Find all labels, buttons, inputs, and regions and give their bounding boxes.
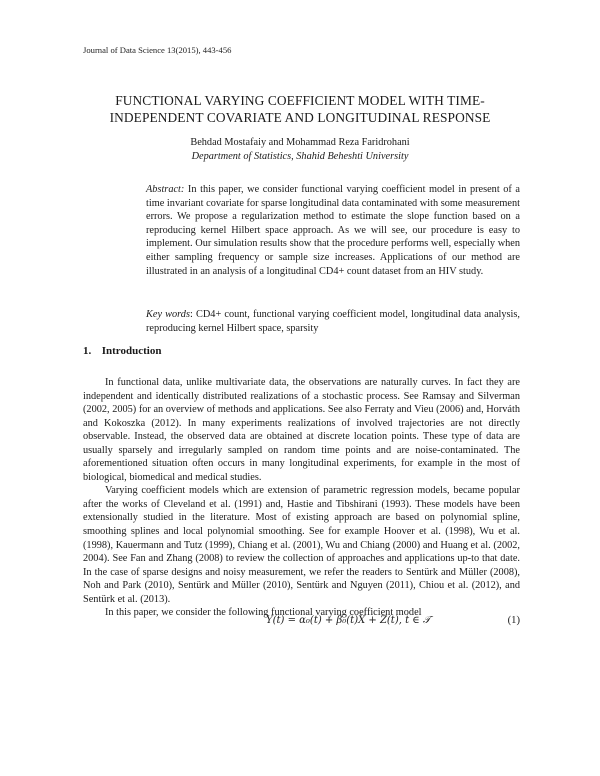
keywords-text: : CD4+ count, functional varying coefficient model, longitudinal data analysis, reproducing kernel Hilbert space, sparsity [146, 309, 520, 334]
equation-number: (1) [507, 615, 520, 626]
section-heading [83, 345, 161, 357]
abstract [146, 183, 520, 278]
paragraph: In this paper, we consider the following functional varying coefficient model [105, 607, 422, 619]
paragraph: In functional data, unlike multivariate data, the observations are naturally curves. In fact they are independent and identically distributed realizations of a stochastic process. See Ramsay and Silverman (2002, 2005) for an overview of methods and applications. See also Ferraty and Vieu (2006) and, Horváth and Kokoszka (2012). In many experiments realizations of involved trajectories are not directly observable. Instead, the observed data are obtained at discrete location points. These type of data are usually sparsely and irregularly sampled on random time points and are noise-contaminated. The aforementioned situation often occurs in many longitudinal experiments, for example in the most of biological, biomedical and medical studies. [83, 377, 520, 483]
title-line-1: FUNCTIONAL VARYING COEFFICIENT MODEL WITH TIME- [115, 93, 485, 108]
journal-header: Journal of Data Science 13(2015), 443-456 [83, 45, 232, 55]
section-number: 1. [83, 345, 92, 357]
title-line-2: INDEPENDENT COVARIATE AND LONGITUDINAL RESPONSE [109, 110, 491, 125]
keywords [146, 308, 520, 335]
paper-title [60, 92, 540, 126]
keywords-label: Key words [146, 309, 190, 320]
equation [83, 615, 520, 631]
section-title: Introduction [101, 345, 162, 357]
affiliation: Department of Statistics, Shahid Beheshti University [191, 150, 409, 162]
body-text [83, 376, 520, 620]
authors: Behdad Mostafaiy and Mohammad Reza Faridrohani [190, 137, 410, 148]
abstract-label: Abstract: [146, 184, 185, 195]
equation-expression: Y(t) = α₀(t) + β₀(t)X + Z(t), t ∈ 𝒯 [266, 615, 431, 626]
author-block [60, 136, 540, 163]
abstract-text: In this paper, we consider functional varying coefficient model in present of a time invariant covariate for sparse longitudinal data contaminated with some measurement errors. We propose a regularization method to estimate the slope function based on a reproducing kernel Hilbert space approach. As we will see, our procedure is easy to implement. Our simulation results show that the procedure performs well, especially when either sampling frequency or sample size increases. Applications of our method are illustrated in an analysis of a longitudinal CD4+ count dataset from an HIV study. [146, 184, 520, 277]
paragraph: Varying coefficient models which are extension of parametric regression models, became popular after the works of Cleveland et al. (1991) and, Hastie and Tibshirani (1993). These models have been extensionally studied in the literature. Most of existing approach are based on polynomial spline, smoothing splines and local polynomial smoothing. See for example Hoover et al. (1998), Wu et al. (1998), Kauermann and Tutz (1999), Chiang et al. (2001), Wu and Chiang (2000) and Huang et al. (2002, 2004). See Fan and Zhang (2008) to review the collection of approaches and applications up-to that date. In the case of sparse designs and noisy measurement, we refer the readers to Sentürk and Müller (2008), Noh and Park (2010), Sentürk and Müller (2010), Sentürk and Nguyen (2011), Chiou et al. (2012), and Sentürk et al. (2013). [83, 485, 520, 605]
